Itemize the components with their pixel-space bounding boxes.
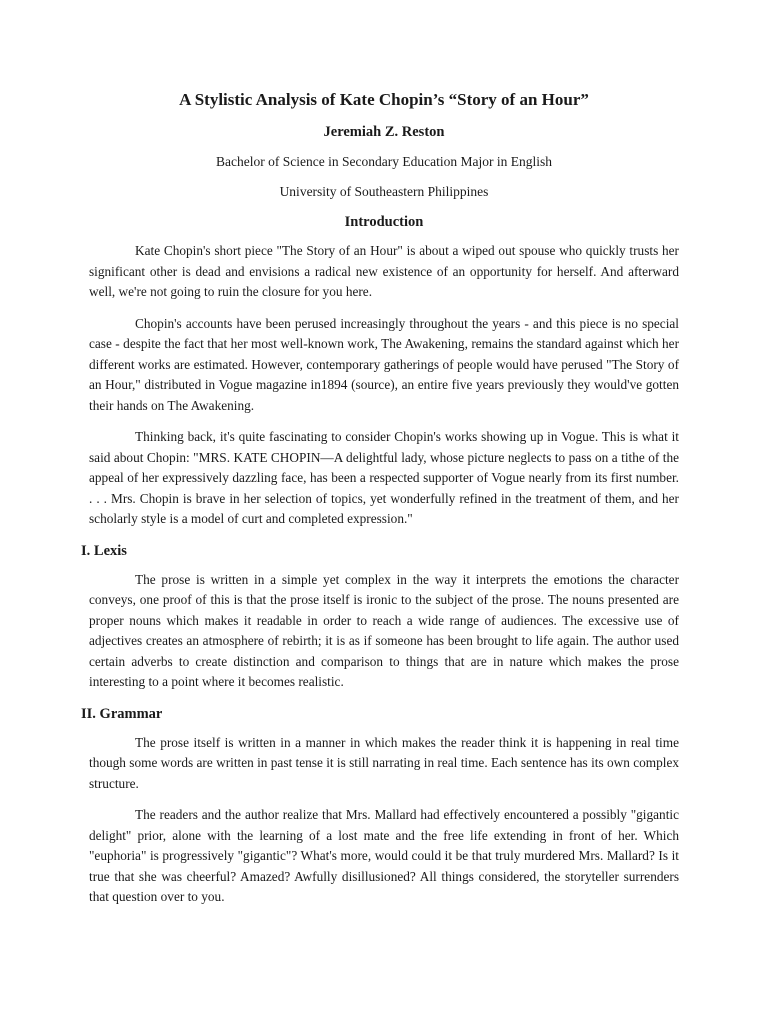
introduction-paragraph-2: Chopin's accounts have been perused increasingly throughout the years - and this piece is no special case - despite the fact that her most well-known work, The Awakening, remains the standard against which her different works are estimated. However, contemporary gatherings of people would have perused "The Story of an Hour," distributed in Vogue magazine in1894 (source), an entire five years previously they would've gotten their hands on The Awakening. xyxy=(89,315,679,413)
degree-program: Bachelor of Science in Secondary Education Major in English xyxy=(216,154,552,169)
lexis-paragraph-1: The prose is written in a simple yet complex in the way it interprets the emotions the character conveys, one proof of this is that the prose itself is ironic to the subject of the prose. The nouns presented are proper nouns which makes it readable in order to reach a wide range of audiences. The excessive use of adjectives creates an atmosphere of rebirth; it is as if someone has been brought to life again. The author used certain adverbs to create distinction and comparison to things that are in nature which makes the prose interesting to a point where it becomes realistic. xyxy=(89,571,679,689)
university-name: University of Southeastern Philippines xyxy=(279,184,489,199)
document-page xyxy=(81,90,679,919)
document-title: A Stylistic Analysis of Kate Chopin’s “Story of an Hour” xyxy=(179,90,589,109)
author-name: Jeremiah Z. Reston xyxy=(323,124,445,140)
introduction-paragraph-1: Kate Chopin's short piece "The Story of an Hour" is about a wiped out spouse who quickly trusts her significant other is dead and envisions a radical new existence of an opportunity for herself. And afterward well, we're not going to ruin the closure for you here. xyxy=(89,243,679,299)
grammar-paragraph-2: The readers and the author realize that Mrs. Mallard had effectively encountered a possibly "gigantic delight" prior, alone with the learning of a lost mate and the free life extending in front of her. Which "euphoria" is progressively "gigantic"? What's more, would could it be that truly murdered Mrs. Mallard? Is it true that she was cheerful? Amazed? Awfully disillusioned? All things considered, the storyteller surrenders that question over to you. xyxy=(89,807,679,904)
lexis-heading: I. Lexis xyxy=(81,542,127,559)
grammar-heading: II. Grammar xyxy=(81,705,163,722)
introduction-paragraph-3: Thinking back, it's quite fascinating to consider Chopin's works showing up in Vogue. This is what it said about Chopin: "MRS. KATE CHOPIN—A delightful lady, whose picture neglects to pass on a tithe of the appeal of her expressively dazzling face, has been a respected supporter of Vogue nearly from its first number. . . . Mrs. Chopin is brave in her selection of topics, yet wonderfully refined in the treatment of them, and her scholarly style is a model of curt and completed expression." xyxy=(89,429,679,526)
grammar-paragraph-1: The prose itself is written in a manner in which makes the reader think it is happening in real time though some words are written in past tense it is still narrating in real time. Each sentence has its own complex structure. xyxy=(89,734,679,791)
introduction-heading: Introduction xyxy=(344,214,424,230)
